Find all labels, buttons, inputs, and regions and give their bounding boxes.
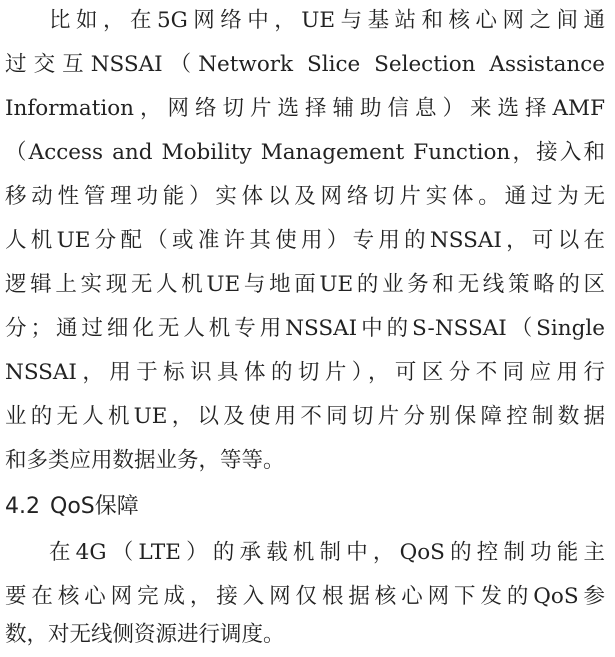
section-title: QoS保障 — [50, 494, 139, 519]
paragraph-line: 移动性管理功能）实体以及网络切片实体。通过为无 — [5, 184, 605, 209]
paragraph-line: 要在核心网完成，接入网仅根据核心网下发的QoS参 — [5, 584, 605, 609]
paragraph-line: 过交互NSSAI（Network Slice Selection Assistance — [5, 52, 605, 77]
paragraph-line: 逻辑上实现无人机UE与地面UE的业务和无线策略的区 — [5, 272, 605, 297]
paragraph-line: 业的无人机UE，以及使用不同切片分别保障控制数据 — [5, 404, 605, 429]
section-number: 4.2 — [5, 494, 40, 519]
paragraph-line: 数，对无线侧资源进行调度。 — [5, 622, 285, 647]
paragraph-line: （Access and Mobility Management Function，接入和 — [5, 140, 605, 165]
paragraph-line: NSSAI，用于标识具体的切片），可区分不同应用行 — [5, 360, 605, 385]
section-heading — [5, 485, 139, 529]
paragraph-line: 比如，在5G网络中，UE与基站和核心网之间通 — [49, 8, 605, 33]
paragraph-line: 在4G（LTE）的承载机制中，QoS的控制功能主 — [49, 540, 605, 565]
paragraph-line: 和多类应用数据业务，等等。 — [5, 448, 285, 473]
paragraph-line: Information，网络切片选择辅助信息）来选择AMF — [5, 96, 605, 121]
paragraph-line: 分；通过细化无人机专用NSSAI中的S-NSSAI（Single — [5, 316, 605, 341]
paragraph-line: 人机UE分配（或准许其使用）专用的NSSAI，可以在 — [5, 228, 605, 253]
